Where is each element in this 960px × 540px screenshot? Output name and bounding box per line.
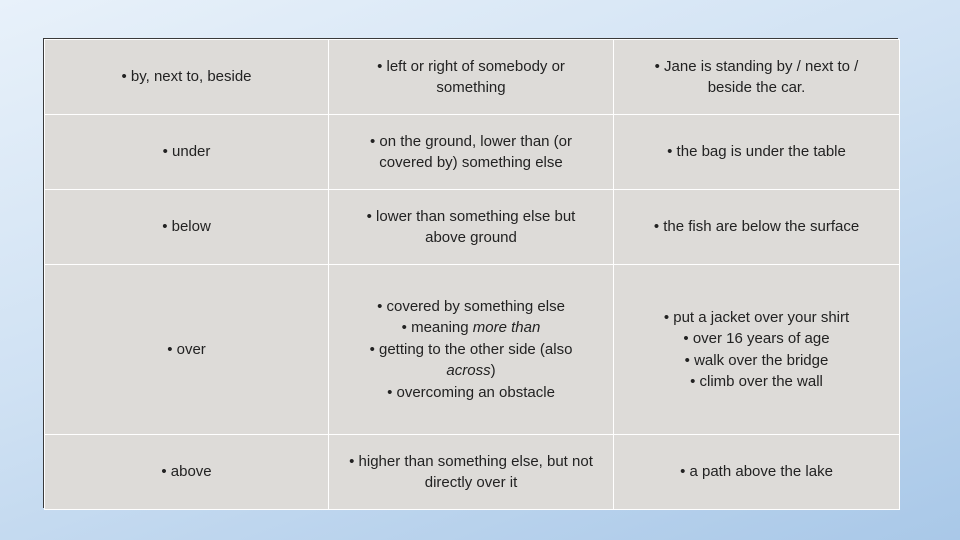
meaning-text: • on the ground, lower than (or covered by) something else xyxy=(369,132,573,171)
term-cell xyxy=(45,115,329,190)
table-row xyxy=(45,190,900,265)
term-cell xyxy=(45,190,329,265)
term-text: • under xyxy=(162,143,211,161)
meaning-cell xyxy=(329,115,614,190)
meaning-line: • getting to the other side (also across) xyxy=(369,340,573,380)
meaning-cell xyxy=(329,265,614,435)
meaning-text: • higher than something else, but not directly over it xyxy=(349,452,593,491)
example-text: • the bag is under the table xyxy=(667,143,846,161)
table-row xyxy=(45,435,900,510)
example-cell xyxy=(614,40,900,115)
term-cell xyxy=(45,435,329,510)
table-row xyxy=(45,115,900,190)
meaning-line: • overcoming an obstacle xyxy=(387,383,555,401)
term-cell xyxy=(45,40,329,115)
example-line: • over 16 years of age xyxy=(683,330,830,347)
example-cell xyxy=(614,190,900,265)
example-line: • put a jacket over your shirt xyxy=(663,308,850,326)
meaning-line: • meaning more than xyxy=(401,319,541,337)
term-text: • above xyxy=(161,463,212,481)
meaning-cell xyxy=(329,190,614,265)
example-cell xyxy=(614,435,900,510)
term-cell xyxy=(45,265,329,435)
prepositions-table xyxy=(43,38,898,508)
table-row xyxy=(45,265,900,435)
term-text: • below xyxy=(162,218,211,236)
meaning-text: • lower than something else but above ground xyxy=(366,207,576,246)
example-text: • Jane is standing by / next to / beside the car. xyxy=(654,57,859,96)
meaning-text: • left or right of somebody or something xyxy=(377,57,565,96)
example-cell xyxy=(614,265,900,435)
meaning-cell xyxy=(329,40,614,115)
meaning-line: • covered by something else xyxy=(377,297,565,315)
example-line: • walk over the bridge xyxy=(684,351,829,369)
table-row xyxy=(45,40,900,115)
term-text: • over xyxy=(167,340,206,358)
example-line: • climb over the wall xyxy=(690,373,823,390)
example-cell xyxy=(614,115,900,190)
meaning-cell xyxy=(329,435,614,510)
example-text: • the fish are below the surface xyxy=(653,218,860,236)
example-text: • a path above the lake xyxy=(680,463,833,481)
term-text: • by, next to, beside xyxy=(121,68,252,86)
